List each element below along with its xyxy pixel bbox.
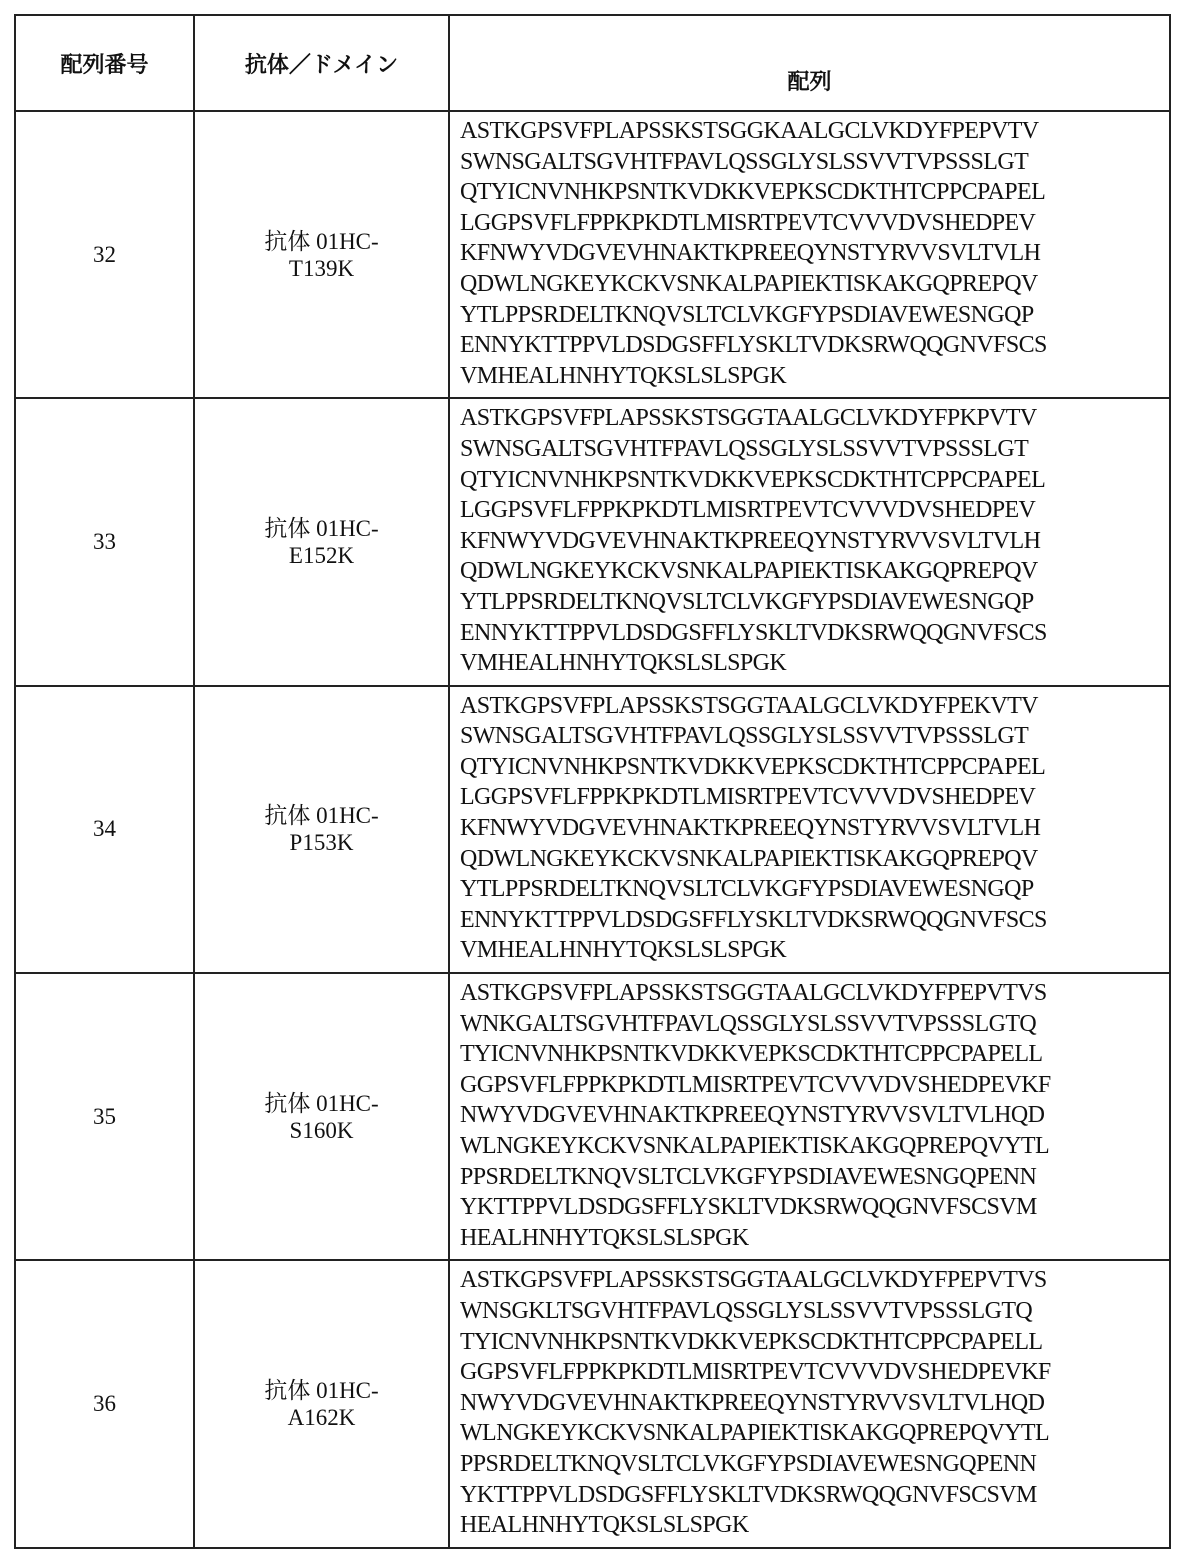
sequence-cell: [449, 686, 1170, 973]
sequence-line: ENNYKTTPPVLDSDGSFFLYSKLTVDKSRWQQGNVFSCS: [460, 905, 1161, 936]
mutation-label: A162K: [195, 1404, 448, 1431]
sequence-line: ASTKGPSVFPLAPSSKSTSGGTAALGCLVKDYFPKPVTV: [460, 403, 1161, 434]
sequence-line: KFNWYVDGVEVHNAKTKPREEQYNSTYRVVSVLTVLH: [460, 526, 1161, 557]
sequence-line: SWNSGALTSGVHTFPAVLQSSGLYSLSSVVTVPSSSLGT: [460, 147, 1161, 178]
table-row: [15, 111, 1170, 398]
antibody-name: 抗体 01HC-: [195, 802, 448, 829]
header-seq-id: 配列番号: [15, 15, 194, 111]
sequence-table: [14, 14, 1171, 1549]
sequence-line: KFNWYVDGVEVHNAKTKPREEQYNSTYRVVSVLTVLH: [460, 238, 1161, 269]
sequence-line: YTLPPSRDELTKNQVSLTCLVKGFYPSDIAVEWESNGQP: [460, 300, 1161, 331]
sequence-line: WLNGKEYKCKVSNKALPAPIEKTISKAKGQPREPQVYTL: [460, 1418, 1161, 1449]
sequence-line: ENNYKTTPPVLDSDGSFFLYSKLTVDKSRWQQGNVFSCS: [460, 618, 1161, 649]
sequence-line: QDWLNGKEYKCKVSNKALPAPIEKTISKAKGQPREPQV: [460, 269, 1161, 300]
table-row: [15, 1260, 1170, 1547]
sequence-cell: [449, 398, 1170, 685]
sequence-line: YTLPPSRDELTKNQVSLTCLVKGFYPSDIAVEWESNGQP: [460, 874, 1161, 905]
sequence-line: TYICNVNHKPSNTKVDKKVEPKSCDKTHTCPPCPAPELL: [460, 1327, 1161, 1358]
antibody-cell: [194, 111, 449, 398]
sequence-line: VMHEALHNHYTQKSLSLSPGK: [460, 361, 1161, 392]
sequence-line: ASTKGPSVFPLAPSSKSTSGGTAALGCLVKDYFPEKVTV: [460, 691, 1161, 722]
sequence-line: YKTTPPVLDSDGSFFLYSKLTVDKSRWQQGNVFSCSVM: [460, 1480, 1161, 1511]
mutation-label: P153K: [195, 829, 448, 856]
antibody-name: 抗体 01HC-: [195, 1377, 448, 1404]
seq-id-cell: 32: [15, 111, 194, 398]
sequence-line: NWYVDGVEVHNAKTKPREEQYNSTYRVVSVLTVLHQD: [460, 1388, 1161, 1419]
sequence-line: VMHEALHNHYTQKSLSLSPGK: [460, 648, 1161, 679]
antibody-name: 抗体 01HC-: [195, 515, 448, 542]
header-row: [15, 15, 1170, 111]
seq-id-cell: 33: [15, 398, 194, 685]
sequence-line: ASTKGPSVFPLAPSSKSTSGGKAALGCLVKDYFPEPVTV: [460, 116, 1161, 147]
sequence-line: WNSGKLTSGVHTFPAVLQSSGLYSLSSVVTVPSSSLGTQ: [460, 1296, 1161, 1327]
seq-id-cell: 34: [15, 686, 194, 973]
header-antibody-domain: 抗体／ドメイン: [194, 15, 449, 111]
sequence-line: QDWLNGKEYKCKVSNKALPAPIEKTISKAKGQPREPQV: [460, 556, 1161, 587]
sequence-line: HEALHNHYTQKSLSLSPGK: [460, 1510, 1161, 1541]
sequence-line: QTYICNVNHKPSNTKVDKKVEPKSCDKTHTCPPCPAPEL: [460, 465, 1161, 496]
seq-id-cell: 35: [15, 973, 194, 1260]
sequence-line: YTLPPSRDELTKNQVSLTCLVKGFYPSDIAVEWESNGQP: [460, 587, 1161, 618]
sequence-line: GGPSVFLFPPKPKDTLMISRTPEVTCVVVDVSHEDPEVKF: [460, 1357, 1161, 1388]
antibody-cell: [194, 973, 449, 1260]
sequence-line: KFNWYVDGVEVHNAKTKPREEQYNSTYRVVSVLTVLH: [460, 813, 1161, 844]
table-row: [15, 686, 1170, 973]
sequence-line: WLNGKEYKCKVSNKALPAPIEKTISKAKGQPREPQVYTL: [460, 1131, 1161, 1162]
table-row: [15, 973, 1170, 1260]
sequence-line: SWNSGALTSGVHTFPAVLQSSGLYSLSSVVTVPSSSLGT: [460, 721, 1161, 752]
sequence-line: QTYICNVNHKPSNTKVDKKVEPKSCDKTHTCPPCPAPEL: [460, 752, 1161, 783]
mutation-label: T139K: [195, 255, 448, 282]
table-row: [15, 398, 1170, 685]
header-sequence: 配列: [449, 15, 1170, 111]
antibody-cell: [194, 1260, 449, 1547]
sequence-line: NWYVDGVEVHNAKTKPREEQYNSTYRVVSVLTVLHQD: [460, 1100, 1161, 1131]
sequence-line: SWNSGALTSGVHTFPAVLQSSGLYSLSSVVTVPSSSLGT: [460, 434, 1161, 465]
sequence-line: QTYICNVNHKPSNTKVDKKVEPKSCDKTHTCPPCPAPEL: [460, 177, 1161, 208]
antibody-cell: [194, 686, 449, 973]
sequence-line: TYICNVNHKPSNTKVDKKVEPKSCDKTHTCPPCPAPELL: [460, 1039, 1161, 1070]
antibody-name: 抗体 01HC-: [195, 228, 448, 255]
sequence-line: ASTKGPSVFPLAPSSKSTSGGTAALGCLVKDYFPEPVTVS: [460, 978, 1161, 1009]
sequence-line: GGPSVFLFPPKPKDTLMISRTPEVTCVVVDVSHEDPEVKF: [460, 1070, 1161, 1101]
sequence-line: WNKGALTSGVHTFPAVLQSSGLYSLSSVVTVPSSSLGTQ: [460, 1009, 1161, 1040]
sequence-line: LGGPSVFLFPPKPKDTLMISRTPEVTCVVVDVSHEDPEV: [460, 782, 1161, 813]
antibody-cell: [194, 398, 449, 685]
sequence-cell: [449, 973, 1170, 1260]
seq-id-cell: 36: [15, 1260, 194, 1547]
mutation-label: S160K: [195, 1117, 448, 1144]
sequence-line: ENNYKTTPPVLDSDGSFFLYSKLTVDKSRWQQGNVFSCS: [460, 330, 1161, 361]
sequence-line: QDWLNGKEYKCKVSNKALPAPIEKTISKAKGQPREPQV: [460, 844, 1161, 875]
sequence-line: PPSRDELTKNQVSLTCLVKGFYPSDIAVEWESNGQPENN: [460, 1449, 1161, 1480]
antibody-name: 抗体 01HC-: [195, 1090, 448, 1117]
sequence-line: HEALHNHYTQKSLSLSPGK: [460, 1223, 1161, 1254]
sequence-line: ASTKGPSVFPLAPSSKSTSGGTAALGCLVKDYFPEPVTVS: [460, 1265, 1161, 1296]
sequence-line: PPSRDELTKNQVSLTCLVKGFYPSDIAVEWESNGQPENN: [460, 1162, 1161, 1193]
sequence-cell: [449, 1260, 1170, 1547]
sequence-line: VMHEALHNHYTQKSLSLSPGK: [460, 935, 1161, 966]
sequence-cell: [449, 111, 1170, 398]
sequence-line: LGGPSVFLFPPKPKDTLMISRTPEVTCVVVDVSHEDPEV: [460, 208, 1161, 239]
mutation-label: E152K: [195, 542, 448, 569]
sequence-line: YKTTPPVLDSDGSFFLYSKLTVDKSRWQQGNVFSCSVM: [460, 1192, 1161, 1223]
sequence-line: LGGPSVFLFPPKPKDTLMISRTPEVTCVVVDVSHEDPEV: [460, 495, 1161, 526]
